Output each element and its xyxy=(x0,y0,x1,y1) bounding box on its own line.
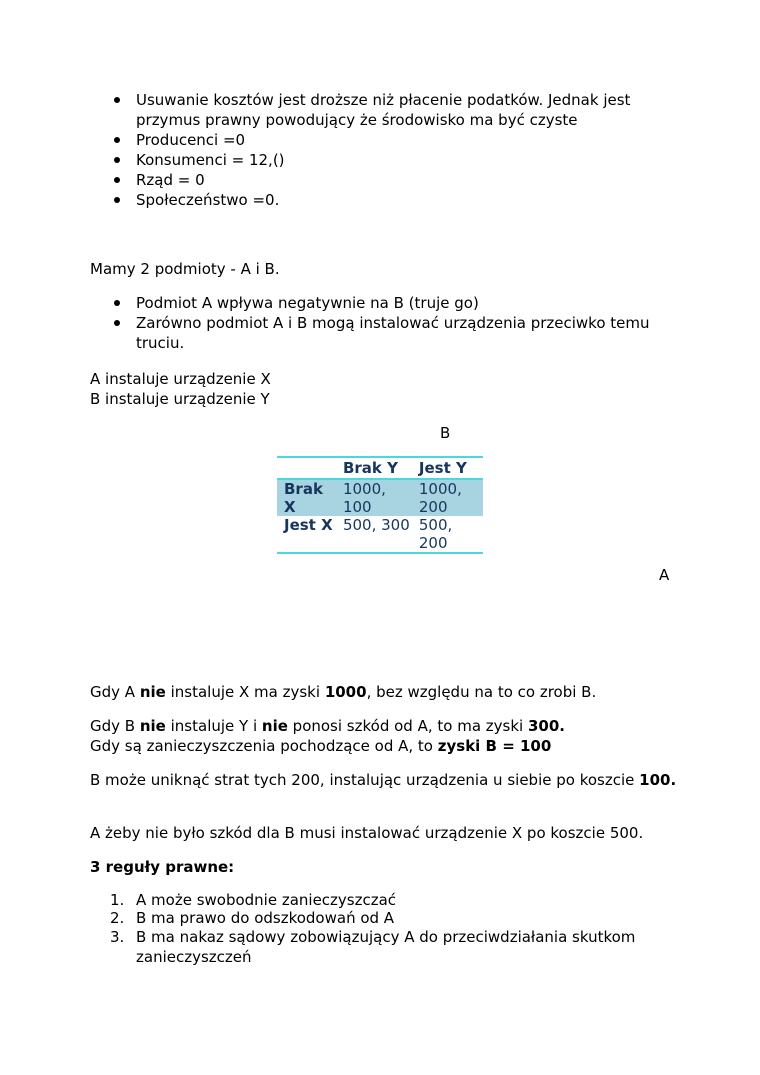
list-item: 1. A może swobodnie zanieczyszczać xyxy=(110,891,397,909)
list-item: Usuwanie kosztów jest droższe niż płacenie podatków. Jednak jest przymus prawny powodujący że środowisko ma być czyste xyxy=(90,90,680,130)
header-cell xyxy=(277,457,336,479)
install-a-text: A instaluje urządzenie X xyxy=(90,370,271,388)
header-cell: Brak Y xyxy=(336,457,412,479)
install-b-text: B instaluje urządzenie Y xyxy=(90,390,270,408)
intro-paragraph: Mamy 2 podmioty - A i B. xyxy=(90,260,280,278)
paragraph-a-cost: A żeby nie było szkód dla B musi instalować urządzenie X po koszcie 500. xyxy=(90,824,644,842)
table-row xyxy=(277,516,483,553)
player-a-label: A xyxy=(659,566,670,584)
paragraph-b-profit: Gdy B nie instaluje Y i nie ponosi szkód od A, to ma zyski 300. Gdy są zanieczyszczenia pochodzące od A, to zyski B = 100 xyxy=(90,717,565,755)
table-cell: 500, 300 xyxy=(336,516,412,553)
list-item: Producenci =0 xyxy=(90,130,680,150)
list-item: 2. B ma prawo do odszkodowań od A xyxy=(110,909,395,927)
rules-heading: 3 reguły prawne: xyxy=(90,858,235,876)
payoff-matrix xyxy=(277,456,483,554)
rules-list xyxy=(90,891,680,967)
list-item: Podmiot A wpływa negatywnie na B (truje go) xyxy=(90,293,680,313)
table-cell: 1000, 100 xyxy=(336,479,412,516)
paragraph-b-avoid-loss: B może uniknąć strat tych 200, instalując urządzenia u siebie po koszcie 100. xyxy=(90,771,677,789)
list-item: Konsumenci = 12,() xyxy=(90,150,680,170)
table-header-row xyxy=(277,457,483,479)
bullet-list-costs xyxy=(90,90,680,210)
paragraph-a-profit: Gdy A nie instaluje X ma zyski 1000, bez względu na to co zrobi B. xyxy=(90,683,597,701)
list-item: Zarówno podmiot A i B mogą instalować urządzenia przeciwko temu truciu. xyxy=(90,313,680,353)
list-item: Rząd = 0 xyxy=(90,170,680,190)
table-row xyxy=(277,479,483,516)
player-b-label: B xyxy=(440,424,451,442)
table-cell: 1000, 200 xyxy=(412,479,483,516)
install-paragraph xyxy=(90,369,680,409)
row-label: Jest X xyxy=(277,516,336,553)
header-cell: Jest Y xyxy=(412,457,483,479)
table-cell: 500, 200 xyxy=(412,516,483,553)
list-item: 3. B ma nakaz sądowy zobowiązujący A do przeciwdziałania skutkom zanieczyszczeń xyxy=(110,928,636,966)
bullet-list-subjects xyxy=(90,293,680,353)
row-label: Brak X xyxy=(277,479,336,516)
list-item: Społeczeństwo =0. xyxy=(90,190,680,210)
